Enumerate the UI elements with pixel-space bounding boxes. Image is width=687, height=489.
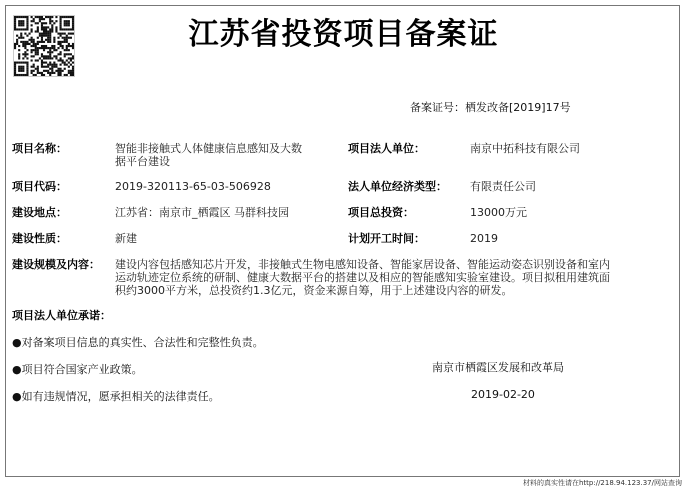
start-time-value: 2019 bbox=[470, 232, 498, 245]
econ-type-label: 法人单位经济类型： bbox=[348, 180, 447, 193]
project-name-label: 项目名称： bbox=[12, 142, 67, 155]
project-name-line1: 智能非接触式人体健康信息感知及大数 bbox=[115, 142, 302, 155]
location-label: 建设地点： bbox=[12, 206, 67, 219]
location-value: 江苏省：南京市_栖霞区 马群科技园 bbox=[115, 206, 289, 219]
scale-label: 建设规模及内容： bbox=[12, 258, 100, 271]
certificate-frame bbox=[5, 5, 680, 477]
project-code-value: 2019-320113-65-03-506928 bbox=[115, 180, 271, 193]
commitment-item: ●对备案项目信息的真实性、合法性和完整性负责。 bbox=[12, 336, 264, 349]
commitment-item: ●如有违规情况，愿承担相关的法律责任。 bbox=[12, 390, 220, 403]
project-code-label: 项目代码： bbox=[12, 180, 67, 193]
legal-unit-value: 南京中拓科技有限公司 bbox=[470, 142, 580, 155]
document-title: 江苏省投资项目备案证 bbox=[188, 17, 499, 52]
investment-label: 项目总投资： bbox=[348, 206, 414, 219]
start-time-label: 计划开工时间： bbox=[348, 232, 425, 245]
issuer: 南京市栖霞区发展和改革局 bbox=[432, 361, 564, 374]
investment-value: 13000万元 bbox=[470, 206, 527, 219]
issue-date: 2019-02-20 bbox=[471, 388, 535, 401]
scale-line3: 积约3000平方米，总投资约1.3亿元，资金来源自筹，用于上述建设内容的研发。 bbox=[115, 284, 513, 297]
commitment-item: ●项目符合国家产业政策。 bbox=[12, 363, 143, 376]
verification-footer: 材料的真实性请在http://218.94.123.37/网站查询 bbox=[522, 479, 682, 487]
legal-unit-label: 项目法人单位： bbox=[348, 142, 425, 155]
nature-value: 新建 bbox=[115, 232, 137, 245]
record-number: 备案证号：栖发改备[2019]17号 bbox=[410, 101, 571, 114]
scale-line1: 建设内容包括感知芯片开发，非接触式生物电感知设备、智能家居设备、智能运动姿态识别设备和室内 bbox=[115, 258, 610, 271]
nature-label: 建设性质： bbox=[12, 232, 67, 245]
project-name-line2: 据平台建设 bbox=[115, 155, 170, 168]
scale-line2: 运动轨迹定位系统的研制、健康大数据平台的搭建以及相应的智能感知实验室建设。项目拟租用建筑面 bbox=[115, 271, 610, 284]
econ-type-value: 有限责任公司 bbox=[470, 180, 536, 193]
commitment-heading: 项目法人单位承诺： bbox=[12, 309, 111, 322]
